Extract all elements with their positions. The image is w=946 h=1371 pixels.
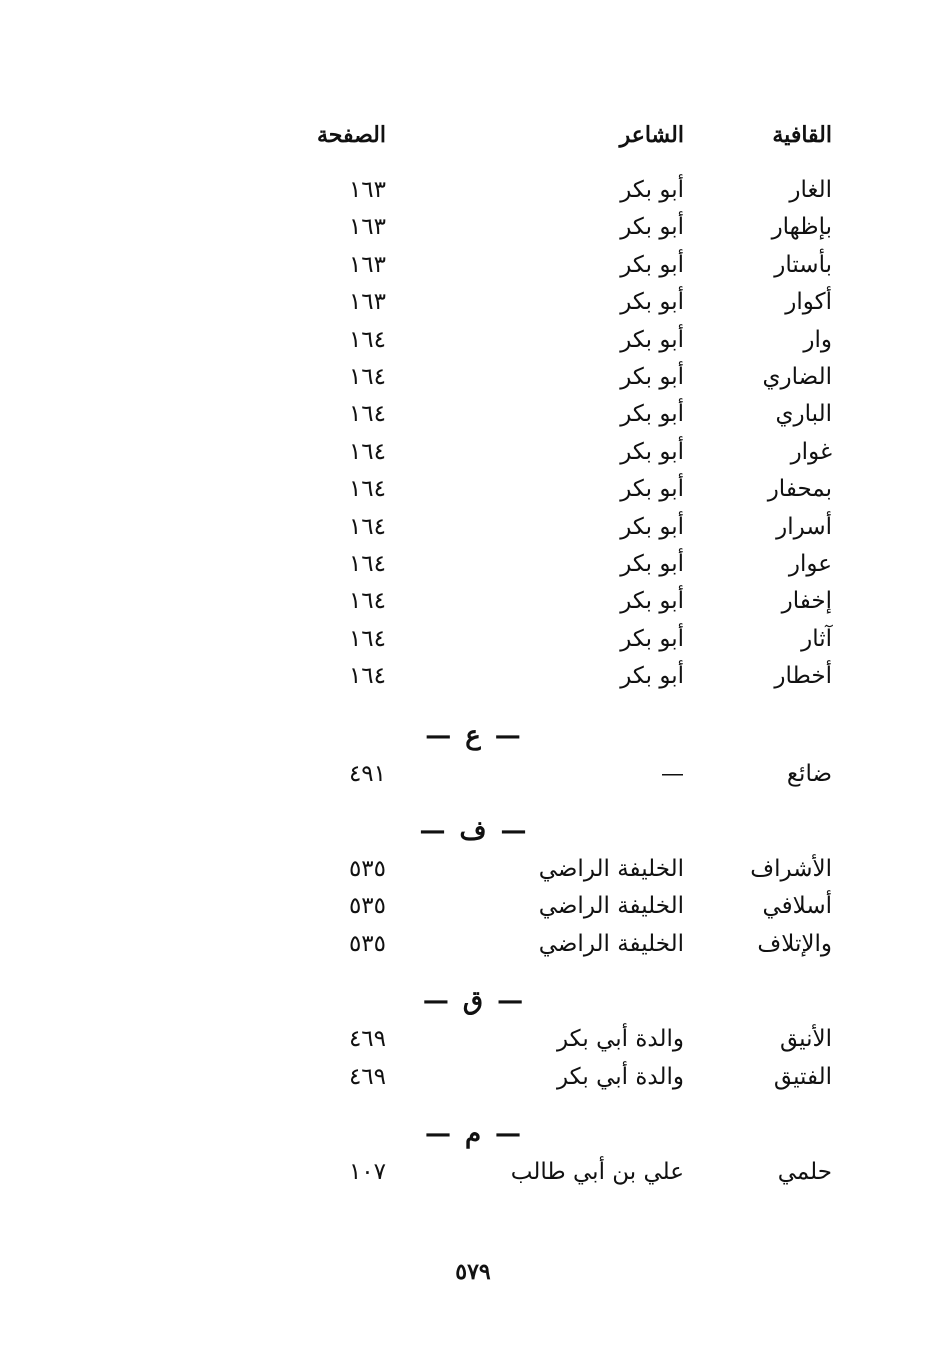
section-letter-heading	[0, 811, 946, 851]
page-cell: ١٦٤	[348, 327, 386, 353]
table-row	[0, 434, 946, 470]
section-letter-heading	[0, 1114, 946, 1154]
rhyme-cell: بأستار	[774, 252, 832, 278]
poet-cell: أبو بكر	[620, 663, 684, 689]
poet-cell: والدة أبي بكر	[556, 1026, 684, 1052]
poet-cell: —	[661, 761, 684, 787]
table-row	[0, 396, 946, 432]
rhyme-cell: آثار	[801, 626, 832, 652]
rhyme-cell: أسلافي	[762, 893, 832, 919]
poet-cell: أبو بكر	[620, 476, 684, 502]
rhyme-cell: ضائع	[786, 761, 832, 787]
poet-cell: أبو بكر	[620, 214, 684, 240]
rhyme-cell: غوار	[790, 439, 832, 465]
rhyme-cell: إخفار	[781, 588, 832, 614]
page-cell: ١٦٣	[348, 289, 386, 315]
rhyme-cell: الفتيق	[773, 1064, 832, 1090]
rhyme-cell: بإظهار	[771, 214, 832, 240]
table-row	[0, 756, 946, 792]
page-cell: ١٦٤	[348, 551, 386, 577]
table-row	[0, 247, 946, 283]
table-row	[0, 1154, 946, 1190]
table-row	[0, 209, 946, 245]
page-cell: ٤٦٩	[348, 1064, 386, 1090]
poet-cell: أبو بكر	[620, 364, 684, 390]
section-letter-heading	[0, 981, 946, 1021]
table-row	[0, 471, 946, 507]
table-row	[0, 926, 946, 962]
header-poet: الشاعر	[619, 122, 684, 148]
section-letter-heading	[0, 716, 946, 756]
section-letter: ع	[465, 720, 481, 751]
page-cell: ١٦٤	[348, 439, 386, 465]
poet-cell: أبو بكر	[620, 551, 684, 577]
section-dash: —	[424, 1119, 451, 1149]
poet-cell: الخليفة الراضي	[538, 856, 684, 882]
poet-cell: أبو بكر	[620, 327, 684, 353]
rhyme-cell: أكوار	[785, 289, 832, 315]
page-cell: ١٦٣	[348, 214, 386, 240]
page-cell: ٥٣٥	[348, 856, 386, 882]
rhyme-cell: والإتلاف	[757, 931, 832, 957]
page-cell: ٥٣٥	[348, 893, 386, 919]
table-row	[0, 322, 946, 358]
rhyme-cell: وار	[803, 327, 832, 353]
section-dash: —	[422, 986, 449, 1017]
header-rhyme: القافية	[772, 122, 832, 148]
poet-cell: أبو بكر	[620, 289, 684, 315]
section-letter: م	[464, 1119, 482, 1149]
table-row	[0, 583, 946, 619]
section-dash: —	[495, 1119, 522, 1149]
page-cell: ١٦٤	[348, 401, 386, 427]
rhyme-cell: الأنيق	[779, 1026, 832, 1052]
table-row	[0, 658, 946, 694]
section-dash: —	[425, 720, 452, 751]
table-row	[0, 851, 946, 887]
table-row	[0, 621, 946, 657]
page-cell: ١٦٣	[348, 252, 386, 278]
page-cell: ١٦٤	[348, 514, 386, 540]
page-cell: ١٦٤	[348, 588, 386, 614]
section-letter: ف	[459, 816, 487, 846]
header-page: الصفحة	[316, 122, 386, 148]
page-cell: ١٦٤	[348, 663, 386, 689]
rhyme-cell: بمحفار	[767, 476, 832, 502]
section-dash: —	[494, 720, 521, 751]
section-letter: ق	[462, 986, 484, 1017]
section-dash: —	[419, 816, 446, 846]
page-cell: ٤٩١	[348, 761, 386, 787]
poet-cell: علي بن أبي طالب	[510, 1159, 684, 1185]
section-dash: —	[500, 816, 527, 846]
page-cell: ٥٣٥	[348, 931, 386, 957]
poet-cell: أبو بكر	[620, 401, 684, 427]
table-row	[0, 509, 946, 545]
section-dash: —	[497, 986, 524, 1017]
rhyme-cell: أخطار	[774, 663, 832, 689]
rhyme-cell: الضاري	[762, 364, 832, 390]
page-cell: ١٦٤	[348, 626, 386, 652]
table-row	[0, 359, 946, 395]
page-cell: ١٦٤	[348, 476, 386, 502]
poet-cell: الخليفة الراضي	[538, 893, 684, 919]
poet-cell: أبو بكر	[620, 439, 684, 465]
table-row	[0, 546, 946, 582]
poet-cell: والدة أبي بكر	[556, 1064, 684, 1090]
poet-cell: أبو بكر	[620, 514, 684, 540]
rhyme-cell: الغار	[789, 177, 832, 203]
page-cell: ١٦٣	[348, 177, 386, 203]
rhyme-cell: الباري	[775, 401, 832, 427]
table-row	[0, 172, 946, 208]
rhyme-cell: أسرار	[776, 514, 832, 540]
page-number: ٥٧٩	[455, 1259, 491, 1285]
poet-cell: الخليفة الراضي	[538, 931, 684, 957]
table-row	[0, 284, 946, 320]
page-cell: ٤٦٩	[348, 1026, 386, 1052]
page-cell: ١٠٧	[348, 1159, 386, 1185]
poet-cell: أبو بكر	[620, 177, 684, 203]
poet-cell: أبو بكر	[620, 588, 684, 614]
page-cell: ١٦٤	[348, 364, 386, 390]
rhyme-cell: عوار	[788, 551, 832, 577]
poet-cell: أبو بكر	[620, 252, 684, 278]
rhyme-cell: حلمي	[777, 1159, 832, 1185]
rhyme-cell: الأشراف	[750, 856, 832, 882]
poet-cell: أبو بكر	[620, 626, 684, 652]
table-row	[0, 888, 946, 924]
table-row	[0, 1059, 946, 1095]
table-row	[0, 1021, 946, 1057]
table-header	[0, 117, 946, 153]
